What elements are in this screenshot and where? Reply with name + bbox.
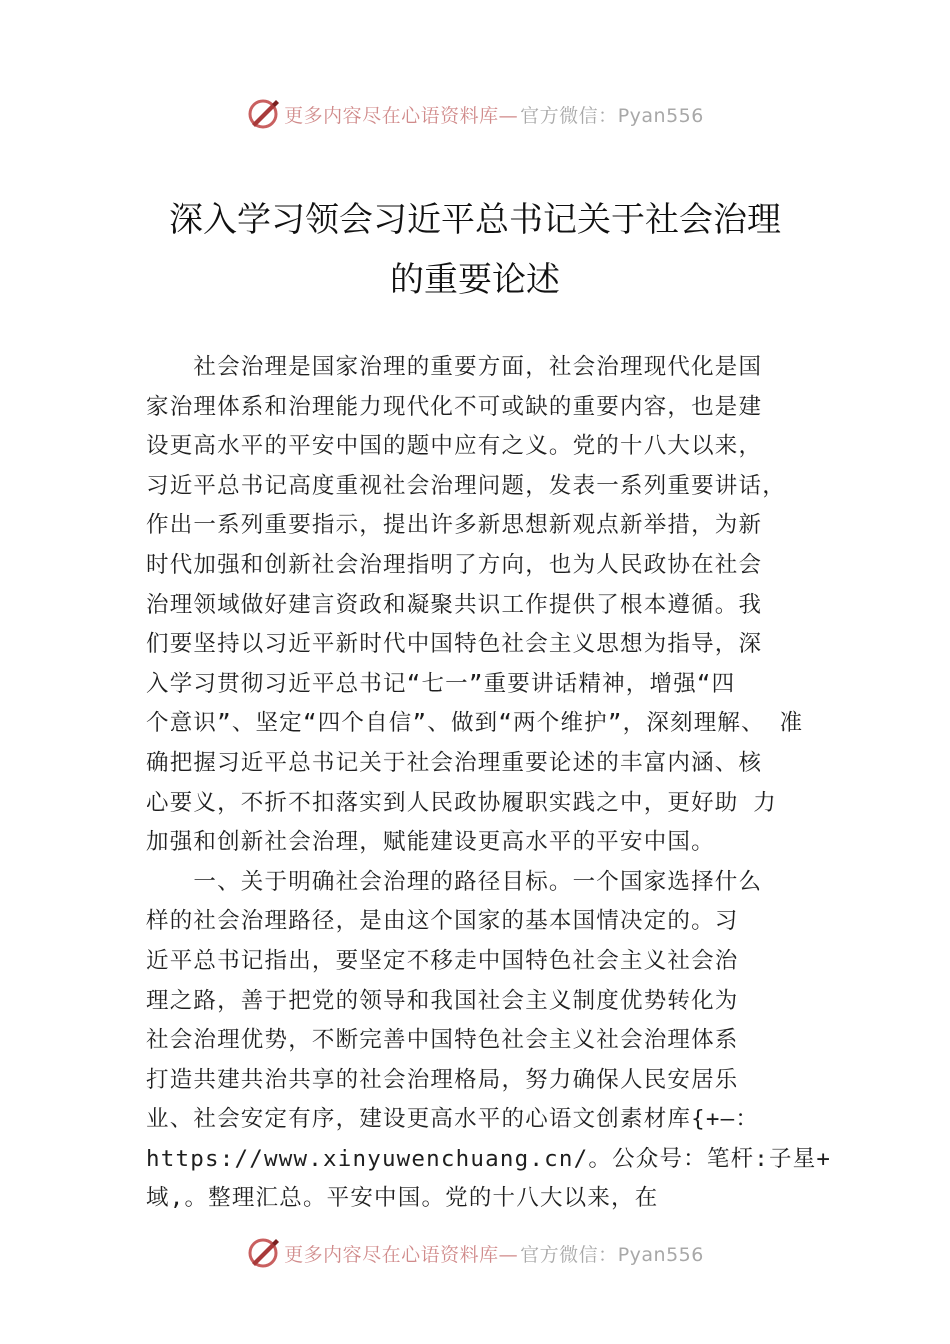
body-line: 业、社会安定有序，建设更高水平的心语文创素材库{+—： — [146, 1106, 760, 1133]
header-watermark-banner — [0, 94, 950, 134]
body-line: 心要义，不折不扣落实到人民政协履职实践之中，更好助 力 — [146, 789, 777, 816]
pen-logo-icon — [246, 1236, 280, 1270]
body-line: 家治理体系和治理能力现代化不可或缺的重要内容，也是建 — [146, 393, 763, 420]
wechat-id: Pyan556 — [617, 104, 704, 127]
body-line: 个意识”、坚定“四个自信”、做到“两个维护”，深刻理解、 准 — [146, 710, 804, 737]
document-title — [0, 190, 950, 310]
pen-logo-icon — [246, 97, 280, 131]
body-line: 社会治理是国家治理的重要方面，社会治理现代化是国 — [146, 354, 763, 380]
wechat-label: 官方微信： — [520, 104, 618, 127]
body-line: 打造共建共治共享的社会治理格局，努力确保人民安居乐 — [146, 1066, 739, 1093]
body-line: 确把握习近平总书记关于社会治理重要论述的丰富内涵、核 — [146, 749, 763, 776]
banner-text — [284, 101, 704, 128]
body-line: 一、关于明确社会治理的路径目标。一个国家选择什么 — [146, 868, 763, 895]
body-line: 入学习贯彻习近平总书记“七一”重要讲话精神，增强“四 — [146, 670, 736, 697]
title-line-2: 的重要论述 — [390, 260, 560, 300]
body-line: 加强和创新社会治理，赋能建设更高水平的平安中国。 — [146, 829, 715, 856]
body-line: 们要坚持以习近平新时代中国特色社会主义思想为指导，深 — [146, 631, 763, 658]
banner-main-text: 更多内容尽在心语资料库— — [284, 104, 519, 127]
title-line-1: 深入学习领会习近平总书记关于社会治理 — [169, 200, 781, 240]
wechat-id: Pyan556 — [617, 1243, 704, 1266]
banner-main-text: 更多内容尽在心语资料库— — [284, 1243, 519, 1266]
document-body — [146, 348, 836, 1219]
body-line: 样的社会治理路径，是由这个国家的基本国情决定的。习 — [146, 908, 739, 935]
body-line: 近平总书记指出，要坚定不移走中国特色社会主义社会治 — [146, 947, 739, 974]
footer-watermark-banner — [0, 1233, 950, 1273]
body-line: 作出一系列重要指示，提出许多新思想新观点新举措，为新 — [146, 512, 763, 539]
body-line: https://www.xinyuwenchuang.cn/。公众号：笔杆:子星+ — [146, 1145, 832, 1172]
body-line: 域,。整理汇总。平安中国。党的十八大以来，在 — [146, 1185, 659, 1212]
wechat-label: 官方微信： — [520, 1243, 618, 1266]
body-line: 社会治理优势，不断完善中国特色社会主义社会治理体系 — [146, 1027, 739, 1054]
body-line: 时代加强和创新社会治理指明了方向，也为人民政协在社会 — [146, 551, 763, 578]
body-line: 设更高水平的平安中国的题中应有之义。党的十八大以来， — [146, 433, 763, 460]
banner-text — [284, 1240, 704, 1267]
body-line: 习近平总书记高度重视社会治理问题，发表一系列重要讲话， — [146, 472, 786, 499]
body-line: 理之路，善于把党的领导和我国社会主义制度优势转化为 — [146, 987, 739, 1014]
body-line: 治理领域做好建言资政和凝聚共识工作提供了根本遵循。我 — [146, 591, 763, 618]
